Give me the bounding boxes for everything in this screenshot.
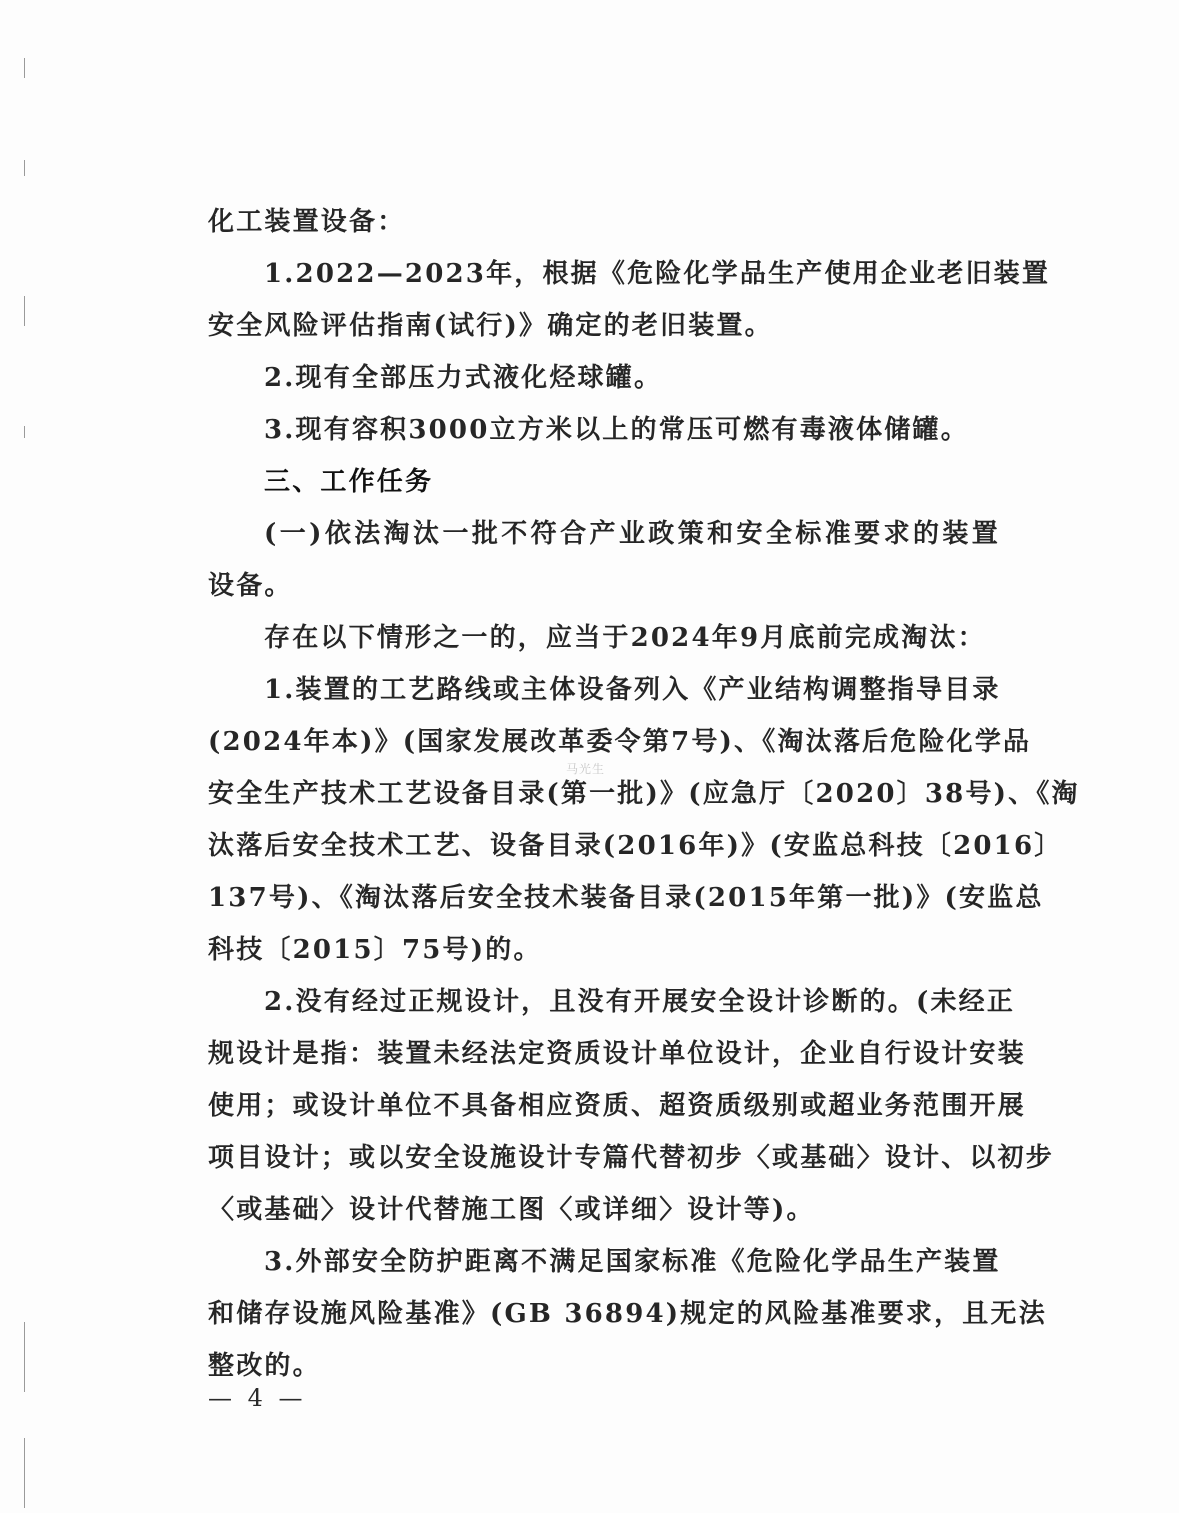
text-line: 汰落后安全技术工艺、设备目录(2016年)》(安监总科技〔2016〕 <box>208 831 1063 861</box>
text-line: 137号)、《淘汰落后安全技术装备目录(2015年第一批)》(安监总 <box>208 883 1044 913</box>
text-line: 安全风险评估指南(试行)》确定的老旧装置。 <box>208 311 773 341</box>
text-line: 存在以下情形之一的，应当于2024年9月底前完成淘汰： <box>264 623 986 653</box>
scan-edge-mark <box>24 1322 25 1392</box>
text-line: 2.现有全部压力式液化烃球罐。 <box>264 363 663 393</box>
text-line: 2.没有经过正规设计，且没有开展安全设计诊断的。(未经正 <box>264 987 1016 1017</box>
text-line: 整改的。 <box>208 1351 321 1381</box>
text-line: 和储存设施风险基准》(GB 36894)规定的风险基准要求，且无法 <box>208 1299 1047 1329</box>
text-line: 3.外部安全防护距离不满足国家标准《危险化学品生产装置 <box>264 1247 1001 1277</box>
text-line: 科技〔2015〕75号)的。 <box>208 935 542 965</box>
text-line: (一)依法淘汰一批不符合产业政策和安全标准要求的装置 <box>264 519 1000 549</box>
section-heading: 三、工作任务 <box>264 467 434 497</box>
text-line: (2024年本)》(国家发展改革委令第7号)、《淘汰落后危险化学品 <box>208 727 1032 757</box>
text-line: 规设计是指：装置未经法定资质设计单位设计，企业自行设计安装 <box>208 1039 1026 1069</box>
scan-edge-mark <box>24 160 25 176</box>
text-line: 使用；或设计单位不具备相应资质、超资质级别或超业务范围开展 <box>208 1091 1026 1121</box>
text-line: 安全生产技术工艺设备目录(第一批)》(应急厅〔2020〕38号)、《淘 <box>208 779 1080 809</box>
page-number: — 4 — <box>208 1384 307 1412</box>
document-body <box>208 196 1080 1392</box>
text-line: 1.装置的工艺路线或主体设备列入《产业结构调整指导目录 <box>264 675 1001 705</box>
text-line: 化工装置设备： <box>208 207 406 237</box>
text-line: 设备。 <box>208 571 293 601</box>
text-line: 〈或基础〉设计代替施工图〈或详细〉设计等)。 <box>208 1195 815 1225</box>
watermark: 马光生 <box>566 762 606 776</box>
scan-edge-mark <box>24 296 25 326</box>
text-line: 项目设计；或以安全设施设计专篇代替初步〈或基础〉设计、以初步 <box>208 1143 1055 1173</box>
text-line: 3.现有容积3000立方米以上的常压可燃有毒液体储罐。 <box>264 415 969 445</box>
text-line: 1.2022—2023年，根据《危险化学品生产使用企业老旧装置 <box>264 259 1051 289</box>
scan-edge-mark <box>24 426 25 438</box>
scan-edge-mark <box>24 58 25 78</box>
scan-edge-mark <box>24 1438 25 1508</box>
